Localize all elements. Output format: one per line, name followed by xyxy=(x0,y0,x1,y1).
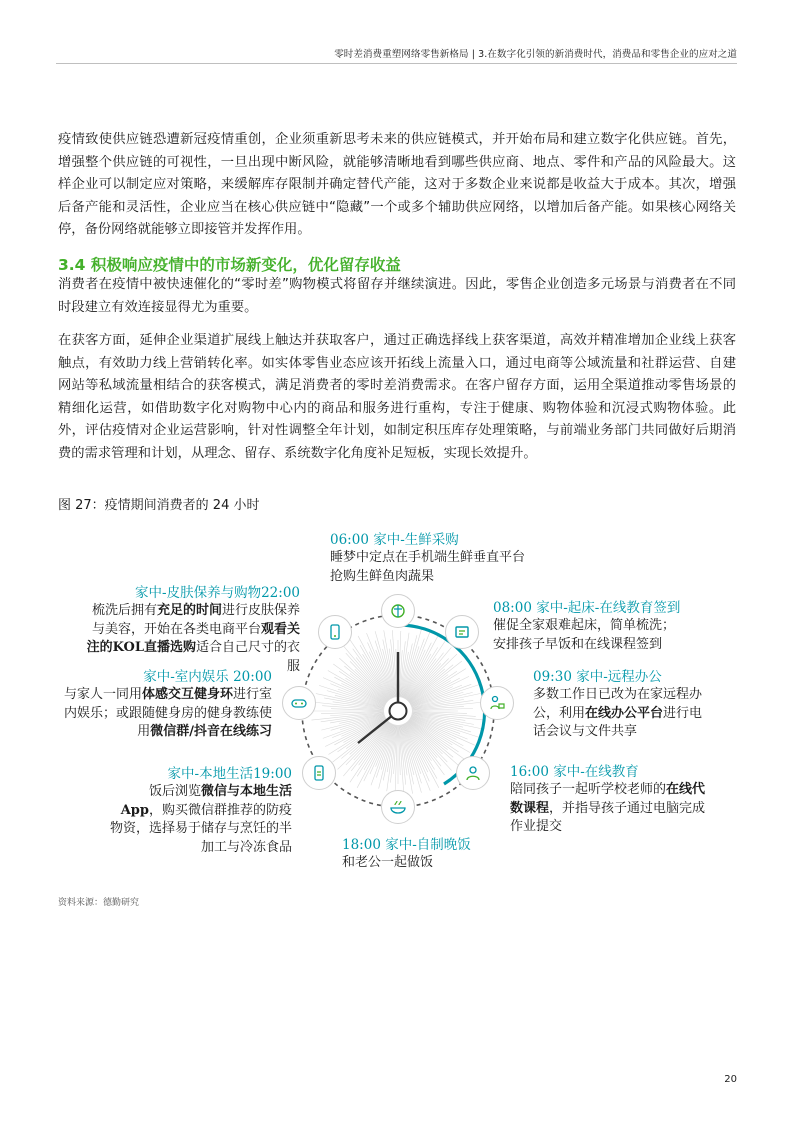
body-paragraph-1: 疫情致使供应链恐遭新冠疫情重创，企业须重新思考未来的供应链模式，并开始布局和建立数字化供应链。首先，增强整个供应链的可视性，一旦出现中断风险，就能够清晰地看到哪些供应商、地点、零件和产品的风险最大。这样企业可以制定应对策略，来缓解库存限制并确定替代产能，这对于多数企业来说都是收益大于成本。其次，增强后备产能和灵活性，企业应当在核心供应链中“隐藏”一个或多个辅助供应网络，以增加后备产能。如果核心网络关停，备份网络就能够立即接管并发挥作用。 xyxy=(58,132,736,237)
entertainment-icon xyxy=(282,686,316,720)
event-desc: 多数工作日已改为在家远程办公，利用在线办公平台进行电话会议与文件共享 xyxy=(533,687,703,739)
burst-line xyxy=(403,631,430,698)
event-0800 xyxy=(493,600,723,654)
burst-line xyxy=(412,713,474,724)
event-1600 xyxy=(510,764,706,837)
cooking-icon xyxy=(381,790,415,824)
event-desc: 饭后浏览微信与本地生活App，购买微信群推荐的防疫物资，选择易于储存与烹饪的半加工与冷冻食品 xyxy=(110,784,293,855)
event-line: 催促全家艰难起床，简单梳洗； xyxy=(493,618,676,633)
event-title: 家中-室内娱乐 20:00 xyxy=(143,669,272,685)
running-header: 零时差消费重塑网络零售新格局 | 3.在数字化引领的新消费时代，消费品和零售企业的应对之道 xyxy=(334,49,737,60)
event-1900 xyxy=(110,766,292,857)
event-title: 家中-皮肤保养与购物22:00 xyxy=(135,585,300,601)
event-line: 抢购生鲜鱼肉蔬果 xyxy=(330,568,435,584)
event-title: 08:00 家中-起床-在线教育签到 xyxy=(493,600,681,616)
remote-work-icon xyxy=(480,686,514,720)
event-title: 09:30 家中-远程办公 xyxy=(533,669,662,685)
body-paragraph-2: 消费者在疫情中被快速催化的“零时差”购物模式将留存并继续演进。因此，零售企业创造多元场景与消费者在不同时段建立有效连接显得尤为重要。 xyxy=(58,277,736,315)
burst-line xyxy=(407,721,451,770)
event-0600 xyxy=(330,532,570,586)
event-title: 06:00 家中-生鲜采购 xyxy=(330,532,459,548)
event-line: 睡梦中定点在手机端生鲜垂直平台 xyxy=(330,550,526,565)
event-1800 xyxy=(342,837,522,873)
event-line: 和老公一起做饭 xyxy=(342,855,434,870)
skincare-shopping-icon xyxy=(318,615,352,649)
event-desc: 与家人一同用体感交互健身环进行室内娱乐；或跟随健身房的健身教练使用微信群/抖音在线练习 xyxy=(63,687,272,739)
wake-up-icon xyxy=(445,615,479,649)
burst-line xyxy=(342,644,389,700)
event-0930 xyxy=(533,669,715,742)
event-title: 家中-本地生活19:00 xyxy=(167,766,292,782)
body-paragraph-3: 在获客方面，延伸企业渠道扩展线上触达并获取客户，通过正确选择线上获客渠道，高效并精准增加企业线上获客触点，有效助力线上营销转化率。如实体零售业态应该开拓线上流量入口，通过电商等公域流量和社群运营、自建网站等私域流量相结合的获客模式，满足消费者的零时差消费需求。在客户留存方面，运用全渠道推动零售场景的精细化运营，如借助数字化对购物中心内的商品和服务进行重构，专注于健康、购物体验和沉浸式购物体验。此外，评估疫情对企业运营影响，针对性调整全年计划，如制定积压库存处理策略，与前端业务部门共同做好后期消费的需求管理和计划，从理念、留存、系统数字化角度补足短板，实现长效提升。 xyxy=(58,333,736,461)
fresh-produce-icon xyxy=(381,594,415,628)
section-heading: 3.4 积极响应疫情中的市场新变化，优化留存收益 xyxy=(58,256,401,274)
burst-line xyxy=(350,661,388,701)
event-desc: 陪同孩子一起听学校老师的在线代数课程，并指导孩子通过电脑完成作业提交 xyxy=(510,782,706,834)
event-2000 xyxy=(62,669,272,742)
event-2200 xyxy=(82,585,300,676)
page-number: 20 xyxy=(724,1074,737,1085)
event-line: 安排孩子早饭和在线课程签到 xyxy=(493,636,663,652)
burst-line xyxy=(343,722,389,776)
clock-center xyxy=(390,703,407,720)
burst-line xyxy=(408,720,458,765)
burst-line xyxy=(408,721,448,762)
local-life-app-icon xyxy=(302,756,336,790)
online-education-icon xyxy=(456,756,490,790)
event-title: 18:00 家中-自制晚饭 xyxy=(342,837,471,853)
burst-line xyxy=(403,724,430,791)
figure-source: 资料来源：德勤研究 xyxy=(58,898,140,908)
figure-caption: 图 27：疫情期间消费者的 24 小时 xyxy=(58,498,260,513)
event-desc: 梳洗后拥有充足的时间进行皮肤保养与美容，开始在各类电商平台观看关注的KOL直播选购适合自己尺寸的衣服 xyxy=(86,603,300,674)
burst-line xyxy=(411,715,471,732)
event-title: 16:00 家中-在线教育 xyxy=(510,764,639,780)
